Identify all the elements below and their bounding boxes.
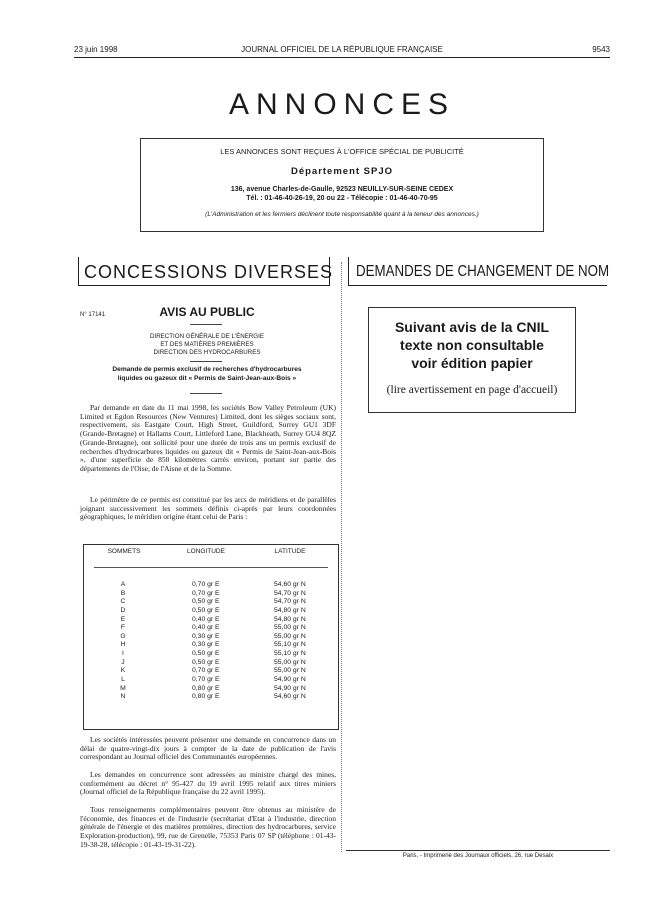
table-cell-sommet: D [120,606,126,614]
table-cell-longitude: 0,30 gr E [192,641,220,649]
table-cell-sommet: H [120,641,126,649]
notice-title-rule [190,324,222,325]
footer-rule [346,850,610,851]
table-cell-latitude: 55,00 gr N [274,658,306,666]
table-column-latitude [274,581,334,702]
table-cell-sommet: G [120,632,126,640]
subject-rule [190,393,222,394]
table-cell-latitude: 54,90 gr N [274,676,306,684]
direction-rule [190,361,222,362]
footer-imprint: Paris. - Imprimerie des Journaux officiels, 26, rue Desaix [402,853,554,859]
notice-number: N° 17141 [80,312,106,318]
info-box-department: Département SPJO [290,166,394,177]
table-cell-latitude: 54,70 gr N [274,598,306,606]
table-cell-sommet: I [122,650,124,658]
header-rule [74,57,610,58]
table-cell-sommet: F [120,624,126,632]
table-cell-longitude: 0,70 gr E [192,581,220,588]
table-cell-latitude: 54,80 gr N [274,606,306,614]
paragraph-perimeter: Le périmètre de ce permis est constitué par les arcs de méridiens et de parallèles joignant successivement les sommets définis ci-après par leurs coordonnées géographiques, le méridien origine étant celui de Paris : [80,495,336,522]
table-header-rule [94,567,328,568]
table-column-sommets [108,581,138,702]
table-header-latitude: LATITUDE [274,548,306,555]
table-cell-sommet: B [120,589,126,597]
table-cell-longitude: 0,80 gr E [192,684,220,692]
table-cell-longitude: 0,70 gr E [192,589,220,597]
table-cell-longitude: 0,40 gr E [192,624,220,632]
info-box-phones: Tél. : 01-46-40-26-19, 20 ou 22 - Télécopie : 01-46-40-70-95 [246,195,438,202]
table-header-sommets: SOMMETS [107,548,141,555]
subject-block [80,366,334,383]
cnil-note: (lire avertissement en page d'accueil) [386,384,558,396]
table-cell-longitude: 0,30 gr E [192,632,220,640]
table-cell-sommet: K [120,667,126,675]
table-cell-latitude: 55,10 gr N [274,650,306,658]
header-page-number: 9543 [592,45,610,54]
table-cell-latitude: 54,90 gr N [274,684,306,692]
direction-line: DIRECTION DES HYDROCARBURES [153,349,261,356]
table-cell-latitude: 54,60 gr N [274,581,306,588]
table-column-longitude [192,581,252,702]
direction-line: DIRECTION GÉNÉRALE DE L'ÉNERGIE [150,333,264,340]
page-title: ANNONCES [228,88,456,121]
table-cell-sommet: L [121,676,125,684]
subject-line: Demande de permis exclusif de recherches d'hydrocarbures [112,366,302,373]
table-cell-latitude: 54,80 gr N [274,615,306,623]
table-cell-latitude: 54,70 gr N [274,589,306,597]
table-cell-sommet: N [120,693,126,701]
cnil-line: texte non consultable [400,337,544,353]
info-box-address: 136, avenue Charles-de-Gaulle, 92523 NEUILLY-SUR-SEINE CEDEX [230,186,454,193]
table-cell-longitude: 0,50 gr E [192,606,220,614]
table-cell-latitude: 55,00 gr N [274,624,306,632]
coordinates-table [83,544,339,730]
info-box [140,138,544,232]
table-cell-latitude: 55,00 gr N [274,632,306,640]
column-separator [341,262,342,852]
table-cell-sommet: E [120,615,126,623]
table-cell-longitude: 0,50 gr E [192,598,220,606]
paragraph-decree: Les demandes en concurrence sont adressées au ministre chargé des mines, conformément au décret n° 95-427 du 19 avril 1995 relatif aux titres miniers (Journal officiel de la République française du 22 avril 1995). [80,770,336,797]
concessions-heading: CONCESSIONS DIVERSES [84,262,334,282]
table-cell-sommet: C [120,598,126,606]
paragraph-competition: Les sociétés intéressées peuvent présenter une demande en concurrence dans un délai de quatre-vingt-dix jours à compter de la date de publication de l'avis correspondant au Journal officiel des Communautés européennes. [80,735,336,762]
table-cell-longitude: 0,50 gr E [192,650,220,658]
table-header-longitude: LONGITUDE [187,548,225,555]
table-cell-sommet: J [121,658,125,666]
table-cell-longitude: 0,80 gr E [192,693,220,701]
cnil-line: Suivant avis de la CNIL [394,319,550,335]
notice-title: AVIS AU PUBLIC [159,305,255,319]
cnil-notice-box [368,307,576,413]
info-box-disclaimer: (L'Administration et les fermiers déclinent toute responsabilité quant à la teneur des annonces.) [205,211,479,218]
header-journal-title: JOURNAL OFFICIEL DE LA RÉPUBLIQUE FRANÇAISE [241,45,443,54]
direction-line: ET DES MATIÈRES PREMIÈRES [160,341,254,348]
direction-block [80,333,334,357]
table-cell-longitude: 0,70 gr E [192,667,220,675]
table-cell-sommet: M [120,684,126,692]
table-cell-latitude: 54,60 gr N [274,693,306,701]
cnil-notice-text [369,318,575,372]
table-cell-longitude: 0,70 gr E [192,676,220,684]
table-cell-latitude: 55,00 gr N [274,667,306,675]
paragraph-contact: Tous renseignements complémentaires peuvent être obtenus au ministère de l'économie, des finances et de l'industrie (secrétariat d'Etat à l'industrie, direction générale de l'énergie et des matières premières, direction des hydrocarbures, service Exploration-production), 99, rue de Grenelle, 75353 Paris 07 SP (téléphone : 01-43-19-38-28, télécopie : 01-43-19-31-22). [80,805,336,849]
info-box-reception: LES ANNONCES SONT REÇUES À L'OFFICE SPÉCIAL DE PUBLICITÉ [220,147,464,156]
table-cell-longitude: 0,40 gr E [192,615,220,623]
table-cell-longitude: 0,50 gr E [192,658,220,666]
paragraph-request: Par demande en date du 11 mai 1998, les sociétés Bow Valley Petroleum (UK) Limited et Egdon Resources (New Ventures) Limited, dont les sièges sociaux sont, respectivement, sis Eastgate Court, High Street, Guildford, Surrey GU1 3DF (Grande-Bretagne) et Hallams Court, Littleford Lane, Blackheath, Surrey GU4 8QZ (Grande-Bretagne), ont sollicité pour une durée de trois ans un permis exclusif de recherches d'hydrocarbures liquides ou gazeux dit « Permis de Saint-Jean-aux-Bois », d'une superficie de 850 kilomètres carrés environ, portant sur partie des départements de l'Oise, de l'Aisne et de la Somme. [80,403,336,473]
table-cell-sommet: A [120,581,126,588]
demandes-heading: DEMANDES DE CHANGEMENT DE NOM [356,263,610,280]
subject-line: liquides ou gazeux dit « Permis de Saint-Jean-aux-Bois » [117,374,297,382]
header-date: 23 juin 1998 [74,45,118,54]
table-cell-latitude: 55,10 gr N [274,641,306,649]
cnil-line: voir édition papier [411,355,533,371]
